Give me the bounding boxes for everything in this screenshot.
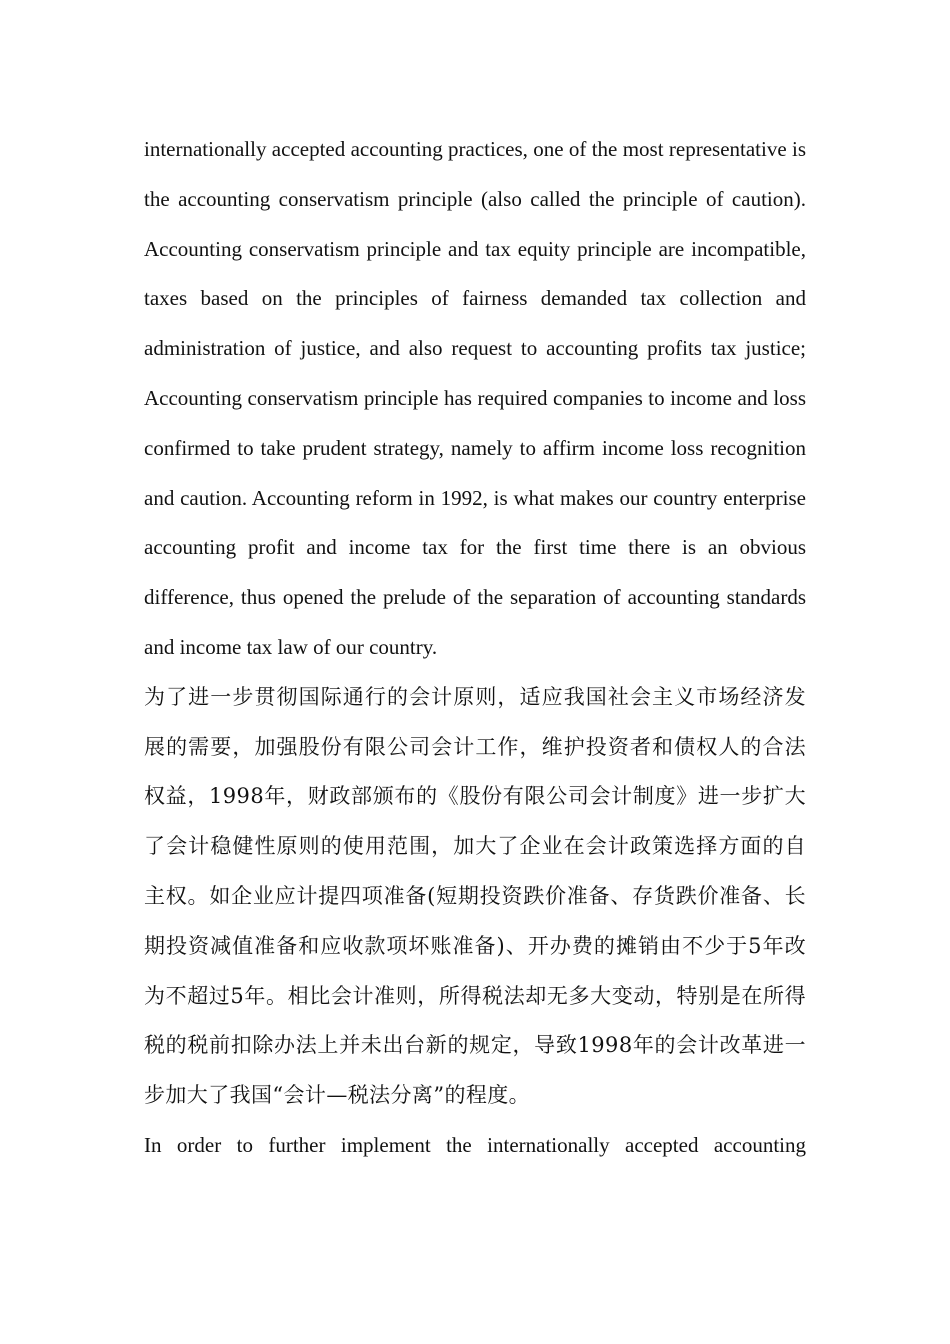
document-body	[144, 125, 806, 1171]
paragraph-english-1: internationally accepted accounting practices, one of the most representative is the accounting conservatism principle (also called the principle of caution). Accounting conservatism principle and tax equity principle are incompatible, taxes based on the principles of fairness demanded tax collection and administration of justice, and also request to accounting profits tax justice; Accounting conservatism principle has required companies to income and loss confirmed to take prudent strategy, namely to affirm income loss recognition and caution. Accounting reform in 1992, is what makes our country enterprise accounting profit and income tax for the first time there is an obvious difference, thus opened the prelude of the separation of accounting standards and income tax law of our country.	[144, 137, 806, 659]
paragraph-chinese: 为了进一步贯彻国际通行的会计原则，适应我国社会主义市场经济发展的需要，加强股份有限公司会计工作，维护投资者和债权人的合法权益，1998年，财政部颁布的《股份有限公司会计制度》进一步扩大了会计稳健性原则的使用范围，加大了企业在会计政策选择方面的自主权。如企业应计提四项准备(短期投资跌价准备、存货跌价准备、长期投资减值准备和应收款项坏账准备)、开办费的摊销由不少于5年改为不超过5年。相比会计准则，所得税法却无多大变动，特别是在所得税的税前扣除办法上并未出台新的规定，导致1998年的会计改革进一步加大了我国“会计—税法分离”的程度。	[144, 684, 806, 1108]
paragraph-english-2: In order to further implement the internationally accepted accounting	[144, 1132, 806, 1157]
